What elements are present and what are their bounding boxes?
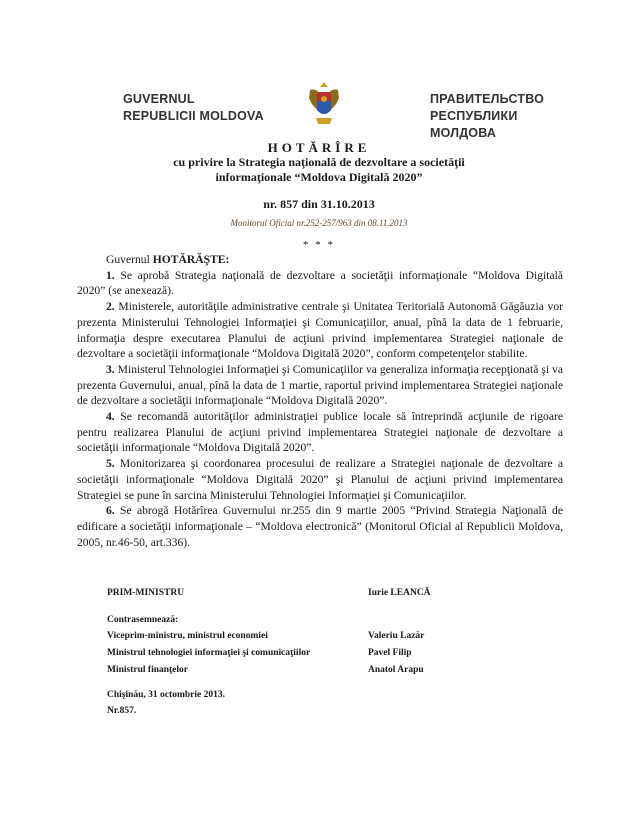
finance-minister-title: Ministrul finanţelor — [107, 665, 189, 675]
place-date: Chişinău, 31 octombrie 2013. — [107, 690, 225, 700]
finance-minister-name: Anatol Arapu — [368, 665, 424, 675]
paragraph-5-number: 5. — [106, 457, 115, 471]
signature-prime-minister — [107, 588, 587, 598]
header-left-line2: REPUBLICII MOLDOVA — [123, 109, 264, 123]
paragraph-4 — [77, 409, 563, 456]
monitor-reference: Monitorul Oficial nr.252-257/963 din 08.11.2013 — [230, 218, 408, 228]
signature-row-economy — [107, 631, 587, 641]
economy-minister-title: Viceprim-ministru, ministrul economiei — [107, 631, 268, 641]
separator-stars: * * * — [303, 239, 335, 251]
paragraph-3-text: Ministerul Tehnologiei Informaţiei şi Comunicaţiilor va generaliza informaţia recepţionată şi va prezenta Guvernului, anual, pînă la data de 1 martie, raportul privind implementarea Strategiei naţionale de dezvoltare a societăţii informaţionale “Moldova Digitală 2020”. — [77, 362, 563, 408]
paragraph-6-number: 6. — [106, 504, 115, 518]
paragraph-4-number: 4. — [106, 410, 115, 424]
intro-decides: HOTĂRĂŞTE: — [152, 253, 230, 266]
document-title: HOTĂRÎRE — [267, 140, 371, 155]
document-subtitle — [0, 155, 638, 185]
government-header — [75, 80, 573, 140]
header-right-line2: РЕСПУБЛИКИ МОЛДОВА — [430, 109, 518, 140]
paragraph-1-text: Se aprobă Strategia naţională de dezvoltare a societăţii informaţionale “Moldova Digitală 2020” (se anexează). — [77, 268, 563, 298]
header-russian — [430, 91, 573, 142]
signature-row-ict — [107, 648, 587, 658]
signature-row-finance — [107, 665, 587, 675]
paragraph-6 — [77, 503, 563, 550]
paragraph-2-number: 2. — [106, 300, 115, 314]
intro-paragraph — [77, 252, 563, 268]
ict-minister-title: Ministrul tehnologiei informaţiei şi comunicaţiilor — [107, 648, 311, 658]
paragraph-6-text: Se abrogă Hotărîrea Guvernului nr.255 din 9 martie 2005 “Privind Strategia Naţională de edificare a societăţii informaţionale – “Moldova electronică” (Monitorul Oficial al Republicii Moldova, 2005, nr.46-50, art.336). — [77, 504, 563, 549]
subtitle-line2: informaţionale “Moldova Digitală 2020” — [215, 170, 423, 184]
prime-minister-name: Iurie LEANCĂ — [368, 588, 431, 598]
prime-minister-title: PRIM-MINISTRU — [107, 588, 185, 598]
paragraph-3 — [77, 362, 563, 409]
subtitle-line1: cu privire la Strategia naţională de dezvoltare a societăţii — [173, 155, 465, 169]
paragraph-3-number: 3. — [106, 362, 115, 376]
paragraph-5 — [77, 456, 563, 503]
economy-minister-name: Valeriu Lazăr — [368, 631, 425, 641]
paragraph-2-text: Ministerele, autorităţile administrative centrale şi Unitatea Teritorială Autonomă Găgăuzia vor prezenta Ministerului Tehnologiei Informaţiei şi Comunicaţiilor, anual, pînă la data de 1 februarie, informaţia despre executarea Planului de acţiuni privind implementarea Strategiei naţionale de dezvoltare a societăţii informaţionale “Moldova Digitală 2020”, conform competenţelor stabilite. — [77, 300, 563, 361]
paragraph-5-text: Monitorizarea şi coordonarea procesului de realizare a Strategiei naţionale de dezvoltare a societăţii informaţionale “Moldova Digitală 2020” şi Planului de acţiuni privind implementarea Strategiei se pune în sarcina Ministerului Tehnologiei Informaţiei şi Comunicaţiilor. — [77, 457, 563, 502]
paragraph-1 — [77, 268, 563, 299]
paragraph-4-text: Se recomandă autorităţilor administraţiei publice locale să întreprindă acţiunile de rigoare pentru realizarea Planului de acţiuni privind implementarea Strategiei naţionale de dezvoltare a societăţii informaţionale “Moldova Digitală 2020”. — [77, 410, 563, 455]
document-body — [77, 252, 563, 550]
coat-of-arms-icon — [306, 80, 342, 128]
decision-nr-footer: Nr.857. — [107, 706, 137, 716]
ict-minister-name: Pavel Filip — [368, 648, 412, 658]
paragraph-2 — [77, 299, 563, 362]
header-left-line1: GUVERNUL — [123, 92, 195, 106]
intro-government: Guvernul — [106, 253, 153, 266]
header-right-line1: ПРАВИТЕЛЬСТВО — [430, 92, 545, 106]
header-romanian — [123, 91, 264, 125]
decision-number: nr. 857 din 31.10.2013 — [263, 197, 375, 211]
countersign-label: Contrasemnează: — [107, 615, 179, 625]
paragraph-1-number: 1. — [106, 268, 115, 282]
